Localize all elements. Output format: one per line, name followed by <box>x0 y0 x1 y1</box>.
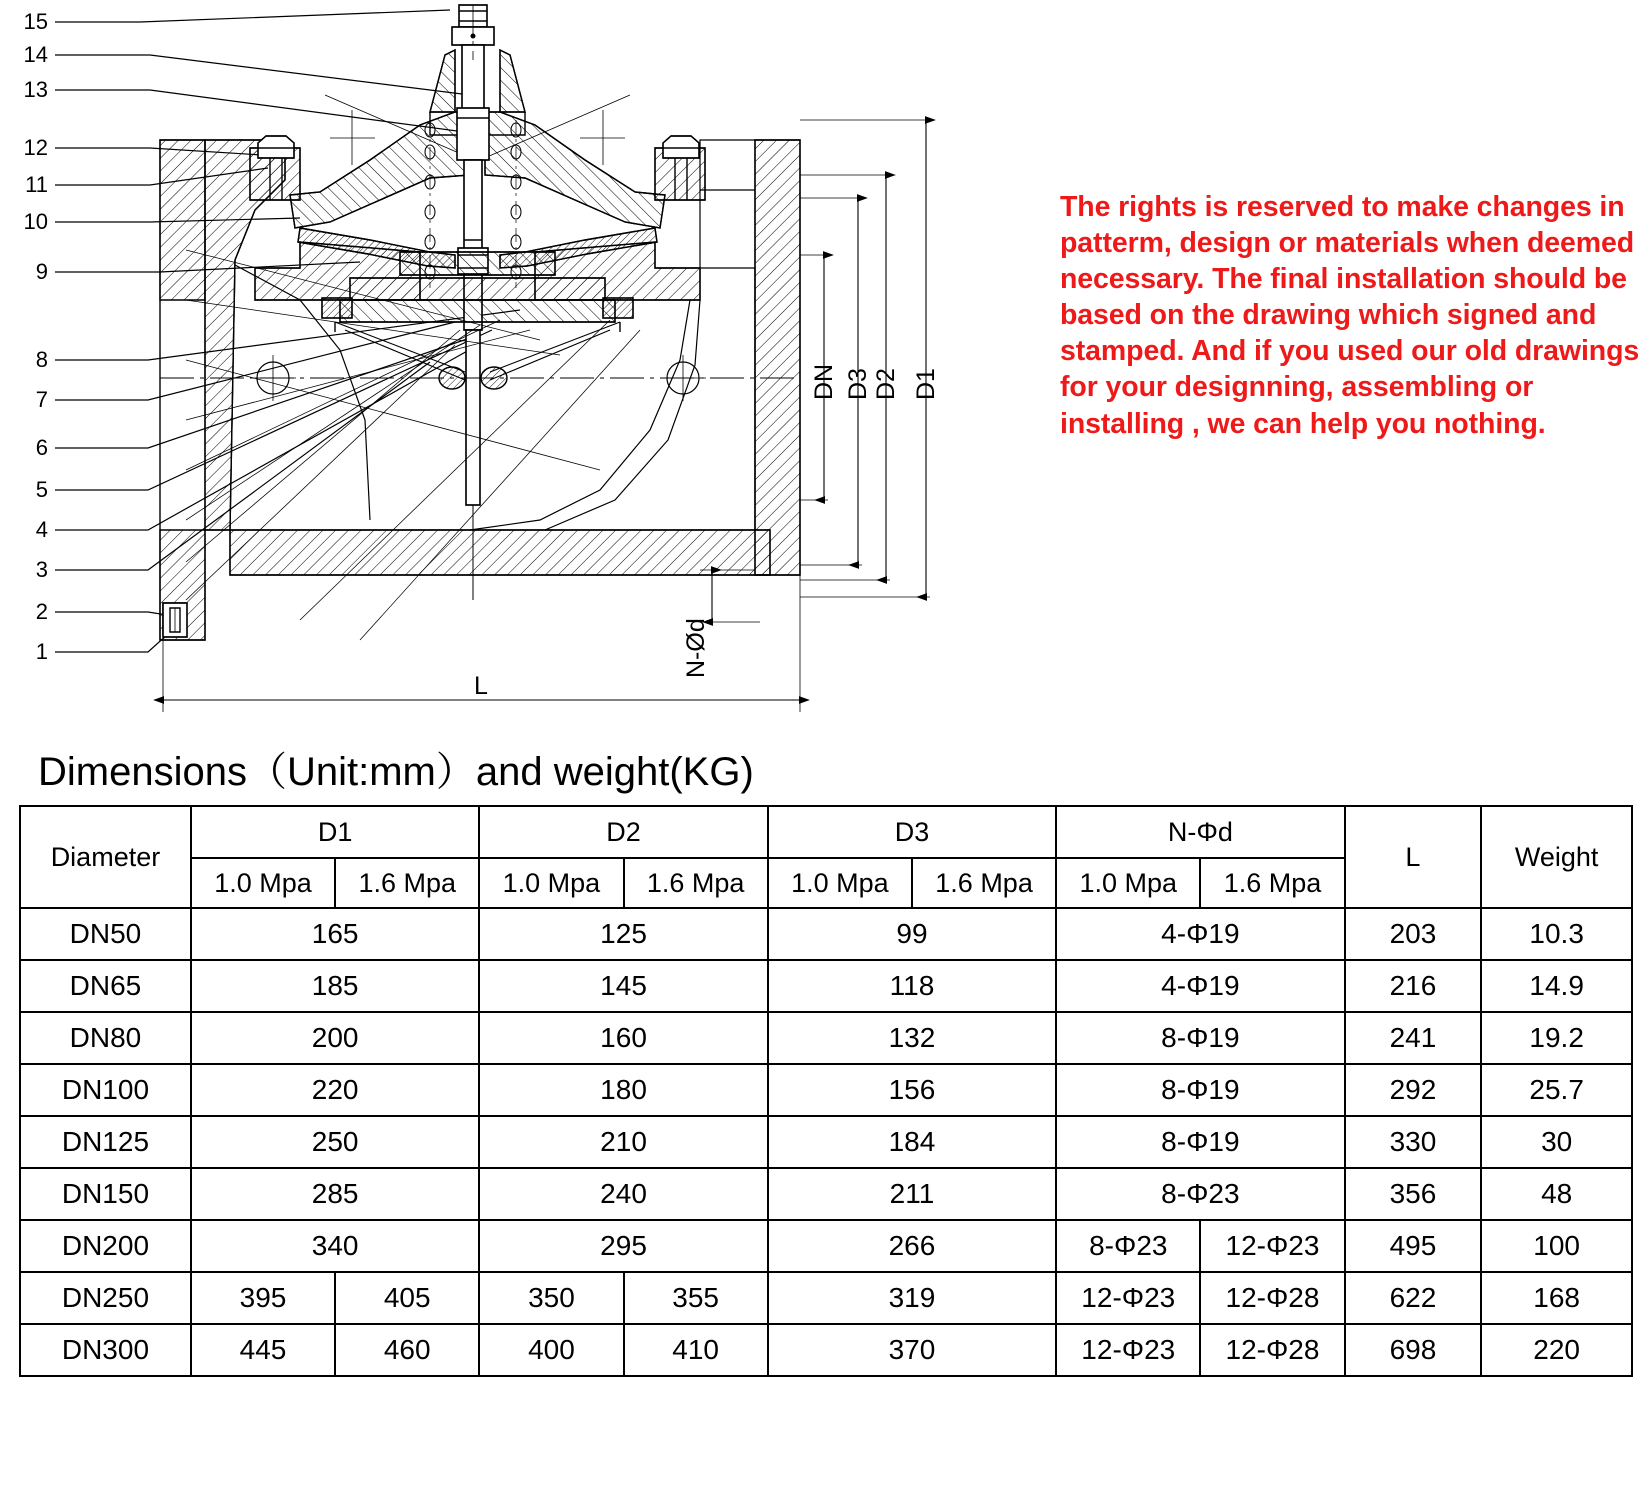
cell-n_10: 8-Φ23 <box>1056 1220 1200 1272</box>
callout-9: 9 <box>35 259 48 284</box>
cell-d2_10: 210 <box>479 1116 767 1168</box>
dim-label-length: L <box>474 672 488 700</box>
cell-diameter: DN200 <box>20 1220 191 1272</box>
callout-12: 12 <box>23 135 48 160</box>
cell-diameter: DN300 <box>20 1324 191 1376</box>
callout-13: 13 <box>23 77 48 102</box>
cell-d1_10: 220 <box>191 1064 479 1116</box>
dim-label-d2: D2 <box>872 368 900 400</box>
table-row <box>20 1220 1632 1272</box>
dim-label-dn: DN <box>810 363 838 400</box>
cell-l: 495 <box>1345 1220 1482 1272</box>
cell-d3_10: 266 <box>768 1220 1056 1272</box>
col-header-n-16: 1.6 Mpa <box>1200 858 1344 908</box>
cell-weight: 19.2 <box>1481 1012 1632 1064</box>
cell-d2_16: 355 <box>624 1272 768 1324</box>
cell-n_16: 12-Φ28 <box>1200 1324 1344 1376</box>
cell-n_10: 8-Φ19 <box>1056 1116 1344 1168</box>
callout-2: 2 <box>35 599 48 624</box>
cell-n_10: 4-Φ19 <box>1056 908 1344 960</box>
cell-d2_16: 410 <box>624 1324 768 1376</box>
cell-d3_10: 319 <box>768 1272 1056 1324</box>
callout-4: 4 <box>35 517 48 542</box>
right-dimension-stack <box>800 120 930 597</box>
callout-15: 15 <box>23 9 48 34</box>
disclaimer-notice-text: The rights is reserved to make changes in patterm, design or materials when deemed necessary. The final installation should be based on the drawing which signed and stamped. And if you used our old drawings for your designning, assembling or installing , we can help you nothing. <box>1060 190 1647 440</box>
table-row <box>20 908 1632 960</box>
table-row <box>20 1324 1632 1376</box>
cell-diameter: DN50 <box>20 908 191 960</box>
callout-14: 14 <box>23 42 48 67</box>
cell-d1_10: 200 <box>191 1012 479 1064</box>
cell-d2_10: 400 <box>479 1324 623 1376</box>
callout-1: 1 <box>35 639 48 664</box>
cell-weight: 14.9 <box>1481 960 1632 1012</box>
cell-d2_10: 145 <box>479 960 767 1012</box>
callout-8: 8 <box>35 347 48 372</box>
cell-n_16: 12-Φ23 <box>1200 1220 1344 1272</box>
cell-d2_10: 180 <box>479 1064 767 1116</box>
table-header-row-1 <box>20 806 1632 858</box>
table-row <box>20 1168 1632 1220</box>
table-row <box>20 1064 1632 1116</box>
cell-n_10: 4-Φ19 <box>1056 960 1344 1012</box>
cell-diameter: DN100 <box>20 1064 191 1116</box>
cell-l: 216 <box>1345 960 1482 1012</box>
cell-weight: 25.7 <box>1481 1064 1632 1116</box>
disclaimer-notice-panel <box>1060 160 1647 470</box>
cell-l: 356 <box>1345 1168 1482 1220</box>
dim-label-d1: D1 <box>912 368 940 400</box>
col-header-nphid: N-Φd <box>1056 806 1344 858</box>
col-header-weight: Weight <box>1481 806 1632 908</box>
technical-drawing-panel <box>0 0 1055 735</box>
cell-d3_10: 370 <box>768 1324 1056 1376</box>
cell-d2_10: 240 <box>479 1168 767 1220</box>
cell-weight: 100 <box>1481 1220 1632 1272</box>
dimensions-table <box>19 805 1633 1377</box>
col-header-diameter: Diameter <box>20 806 191 908</box>
col-header-d1-16: 1.6 Mpa <box>335 858 479 908</box>
cell-d2_10: 295 <box>479 1220 767 1272</box>
dim-label-d3: D3 <box>844 368 872 400</box>
cell-n_10: 8-Φ19 <box>1056 1064 1344 1116</box>
col-header-d3: D3 <box>768 806 1056 858</box>
cell-diameter: DN125 <box>20 1116 191 1168</box>
dim-label-bolt: N-Ød <box>682 618 710 678</box>
table-row <box>20 960 1632 1012</box>
callout-5: 5 <box>35 477 48 502</box>
cell-l: 203 <box>1345 908 1482 960</box>
cell-d1_10: 165 <box>191 908 479 960</box>
callout-7: 7 <box>35 387 48 412</box>
cell-d1_16: 460 <box>335 1324 479 1376</box>
callout-6: 6 <box>35 435 48 460</box>
col-header-d2: D2 <box>479 806 767 858</box>
cell-n_16: 12-Φ28 <box>1200 1272 1344 1324</box>
cell-d3_10: 211 <box>768 1168 1056 1220</box>
callout-3: 3 <box>35 557 48 582</box>
cell-d3_10: 132 <box>768 1012 1056 1064</box>
col-header-d2-16: 1.6 Mpa <box>624 858 768 908</box>
cell-l: 292 <box>1345 1064 1482 1116</box>
cell-diameter: DN150 <box>20 1168 191 1220</box>
cell-l: 698 <box>1345 1324 1482 1376</box>
valve-cross-section-drawing <box>0 0 1055 735</box>
col-header-d2-10: 1.0 Mpa <box>479 858 623 908</box>
cell-weight: 48 <box>1481 1168 1632 1220</box>
col-header-d1-10: 1.0 Mpa <box>191 858 335 908</box>
table-row <box>20 1116 1632 1168</box>
dimensions-table-section <box>0 735 1651 1377</box>
cell-weight: 168 <box>1481 1272 1632 1324</box>
bolt-hole-dimension <box>700 570 760 622</box>
cell-d3_10: 156 <box>768 1064 1056 1116</box>
cell-d2_10: 350 <box>479 1272 623 1324</box>
cell-d1_16: 405 <box>335 1272 479 1324</box>
cell-weight: 30 <box>1481 1116 1632 1168</box>
callout-11: 11 <box>25 172 48 197</box>
cell-l: 330 <box>1345 1116 1482 1168</box>
cell-d3_10: 184 <box>768 1116 1056 1168</box>
col-header-n-10: 1.0 Mpa <box>1056 858 1200 908</box>
cell-d3_10: 99 <box>768 908 1056 960</box>
cell-d1_10: 340 <box>191 1220 479 1272</box>
table-body <box>20 908 1632 1376</box>
cell-diameter: DN80 <box>20 1012 191 1064</box>
cell-d1_10: 395 <box>191 1272 335 1324</box>
cell-n_10: 8-Φ23 <box>1056 1168 1344 1220</box>
callout-10: 10 <box>23 209 48 234</box>
dimensions-table-title: Dimensions（Unit:mm）and weight(KG) <box>38 750 754 794</box>
cell-d1_10: 445 <box>191 1324 335 1376</box>
col-header-d3-10: 1.0 Mpa <box>768 858 912 908</box>
cell-l: 622 <box>1345 1272 1482 1324</box>
table-row <box>20 1272 1632 1324</box>
cell-weight: 10.3 <box>1481 908 1632 960</box>
cell-d1_10: 185 <box>191 960 479 1012</box>
cell-n_10: 8-Φ19 <box>1056 1012 1344 1064</box>
top-area <box>0 0 1651 735</box>
col-header-l: L <box>1345 806 1482 908</box>
cell-d3_10: 118 <box>768 960 1056 1012</box>
cell-d1_10: 250 <box>191 1116 479 1168</box>
cell-l: 241 <box>1345 1012 1482 1064</box>
table-head <box>20 806 1632 908</box>
cell-d2_10: 125 <box>479 908 767 960</box>
col-header-d3-16: 1.6 Mpa <box>912 858 1056 908</box>
bottom-plug <box>163 603 187 637</box>
cell-diameter: DN250 <box>20 1272 191 1324</box>
cell-diameter: DN65 <box>20 960 191 1012</box>
cell-n_10: 12-Φ23 <box>1056 1272 1200 1324</box>
table-row <box>20 1012 1632 1064</box>
cell-n_10: 12-Φ23 <box>1056 1324 1200 1376</box>
cell-d2_10: 160 <box>479 1012 767 1064</box>
cell-weight: 220 <box>1481 1324 1632 1376</box>
cell-d1_10: 285 <box>191 1168 479 1220</box>
col-header-d1: D1 <box>191 806 479 858</box>
